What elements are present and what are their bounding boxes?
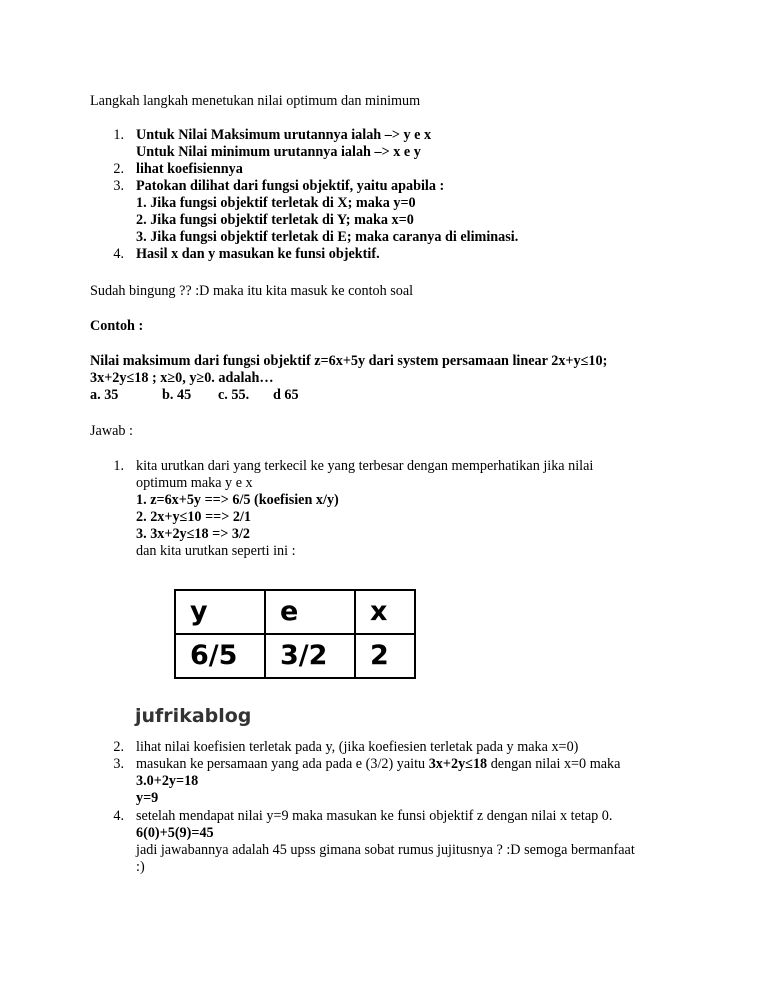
answer-step-3-pre: masukan ke persamaan yang ada pada e (3/2) yaitu	[136, 756, 429, 772]
watermark: jufrikablog	[135, 705, 252, 727]
step-1-line-2: Untuk Nilai minimum urutannya ialah –> x e y	[136, 144, 421, 160]
answer-step-3-equation: 3x+2y≤18	[428, 756, 488, 772]
step-2-line-1: lihat koefisiennya	[136, 161, 243, 177]
answer-step-3-line	[136, 756, 620, 773]
transition-text: Sudah bingung ?? :D maka itu kita masuk ke contoh soal	[90, 283, 414, 299]
step-4-number: 4.	[113, 246, 124, 262]
answer-step-4-line-2: jadi jawabannya adalah 45 upss gimana sobat rumus jujitusnya ? :D semoga bermanfaat	[136, 842, 635, 858]
option-c: c. 55.	[218, 387, 250, 403]
example-label: Contoh :	[90, 318, 144, 334]
answer-step-1-line-2: optimum maka y e x	[136, 475, 253, 491]
coefficient-line-3: 3. 3x+2y≤18 => 3/2	[136, 526, 251, 542]
answer-step-1-line-3: dan kita urutkan seperti ini :	[136, 543, 296, 559]
table-value-y: 6/5	[175, 634, 265, 678]
step-3-line-1: Patokan dilihat dari fungsi objektif, yaitu apabila :	[136, 178, 445, 194]
answer-step-4-line-1: setelah mendapat nilai y=9 maka masukan ke funsi objektif z dengan nilai x tetap 0.	[136, 808, 613, 824]
option-b: b. 45	[162, 387, 192, 403]
final-calculation: 6(0)+5(9)=45	[136, 825, 214, 841]
answer-step-1-line-1: kita urutkan dari yang terkecil ke yang terbesar dengan memperhatikan jika nilai	[136, 458, 594, 474]
answer-step-3-number: 3.	[113, 756, 124, 772]
order-table	[174, 589, 416, 679]
step-1-line-1: Untuk Nilai Maksimum urutannya ialah –> y e x	[136, 127, 432, 143]
answer-step-2-text: lihat nilai koefisien terletak pada y, (jika koefiesien terletak pada y maka x=0)	[136, 739, 579, 755]
step-4-line-1: Hasil x dan y masukan ke funsi objektif.	[136, 246, 380, 262]
substitution-line-2: y=9	[136, 790, 159, 806]
coefficient-line-1: 1. z=6x+5y ==> 6/5 (koefisien x/y)	[136, 492, 339, 508]
answer-step-2-number: 2.	[113, 739, 124, 755]
order-table-header-row	[175, 590, 415, 634]
step-3-line-2: 1. Jika fungsi objektif terletak di X; maka y=0	[136, 195, 416, 211]
answer-step-3-post: dengan nilai x=0 maka	[487, 756, 621, 772]
step-3-line-4: 3. Jika fungsi objektif terletak di E; maka caranya di eliminasi.	[136, 229, 519, 245]
problem-line-1: Nilai maksimum dari fungsi objektif z=6x+5y dari system persamaan linear 2x+y≤10;	[90, 353, 608, 369]
table-header-x: x	[355, 590, 415, 634]
option-a: a. 35	[90, 387, 119, 403]
table-header-e: e	[265, 590, 355, 634]
option-d: d 65	[273, 387, 299, 403]
table-value-x: 2	[355, 634, 415, 678]
answer-step-4-number: 4.	[113, 808, 124, 824]
heading: Langkah langkah menetukan nilai optimum dan minimum	[90, 93, 421, 109]
step-2-number: 2.	[113, 161, 124, 177]
answer-step-1-number: 1.	[113, 458, 124, 474]
answer-label: Jawab :	[90, 423, 133, 439]
table-header-y: y	[175, 590, 265, 634]
table-value-e: 3/2	[265, 634, 355, 678]
order-table-value-row	[175, 634, 415, 678]
coefficient-line-2: 2. 2x+y≤10 ==> 2/1	[136, 509, 252, 525]
step-1-number: 1.	[113, 127, 124, 143]
step-3-number: 3.	[113, 178, 124, 194]
problem-line-2: 3x+2y≤18 ; x≥0, y≥0. adalah…	[90, 370, 274, 386]
answer-step-4-line-3: :)	[136, 859, 145, 875]
step-3-line-3: 2. Jika fungsi objektif terletak di Y; maka x=0	[136, 212, 414, 228]
substitution-line-1: 3.0+2y=18	[136, 773, 199, 789]
